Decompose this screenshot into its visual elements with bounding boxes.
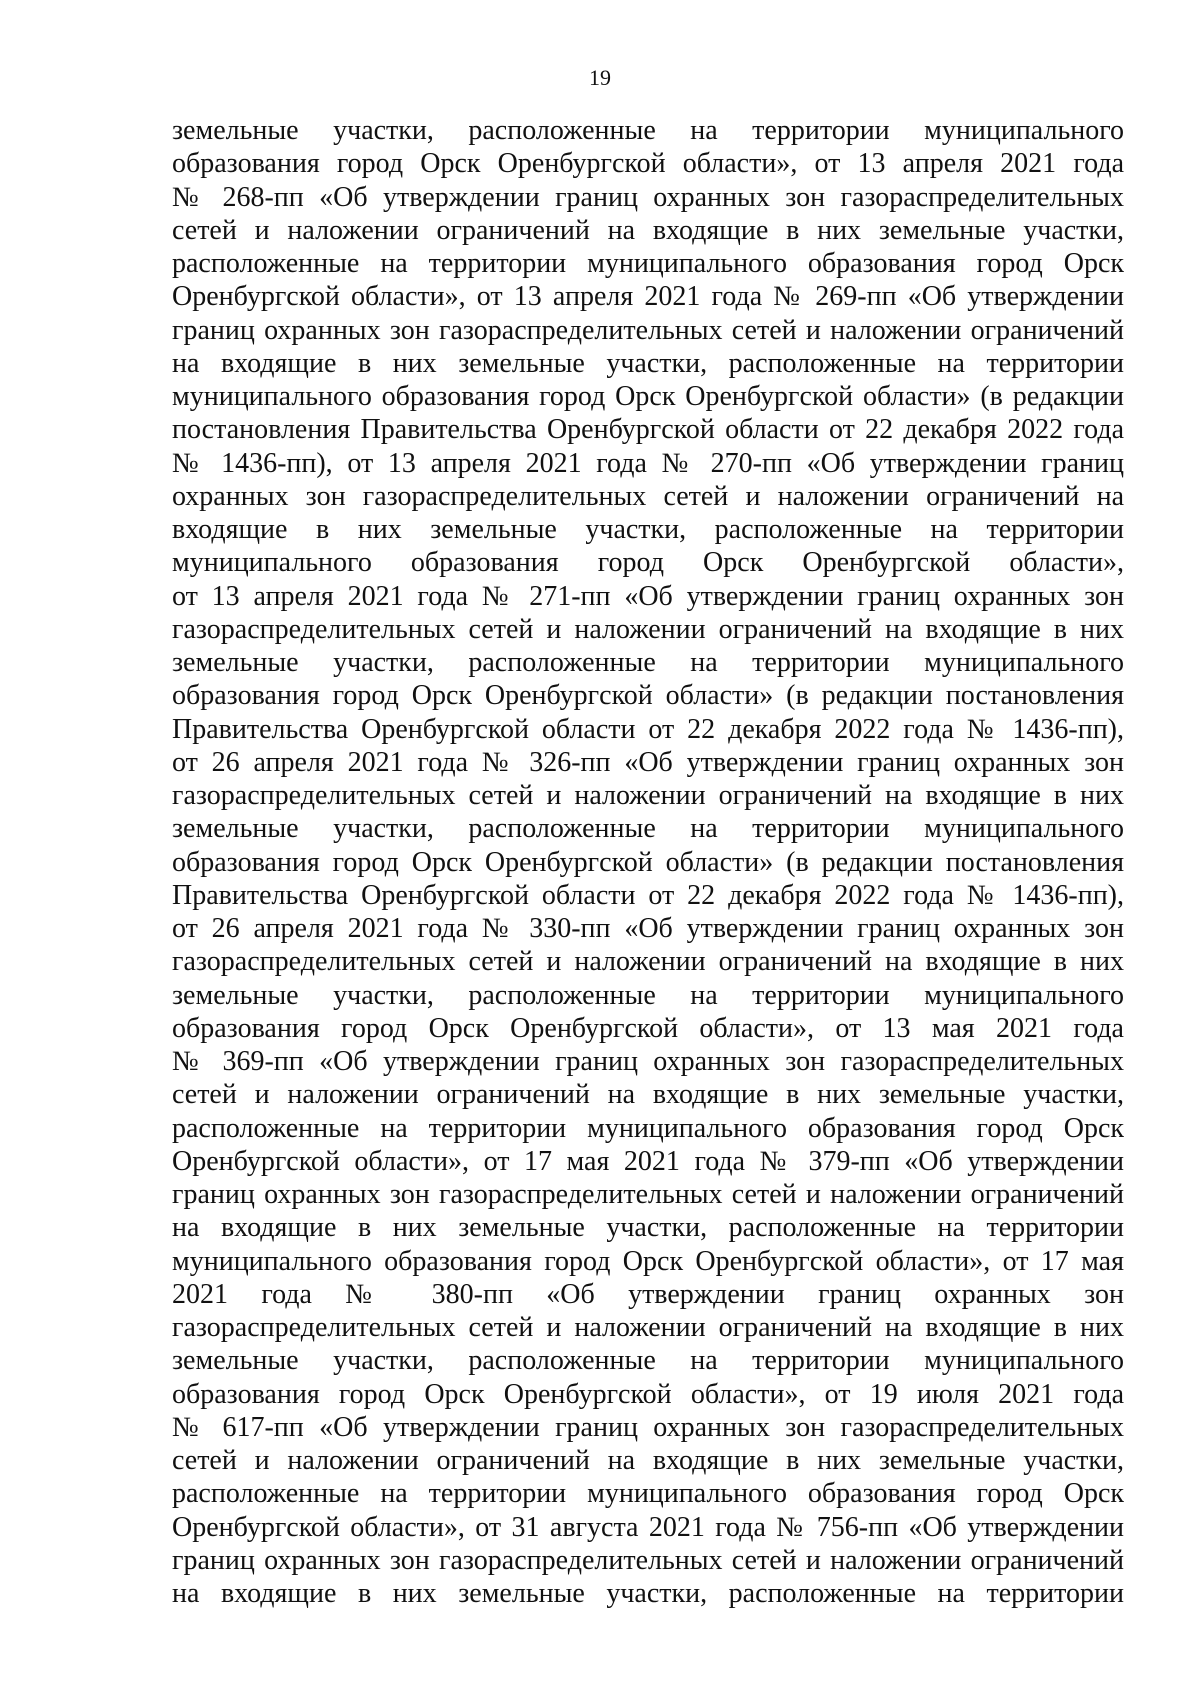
text-line: муниципального образования город Орск Оренбургской области»,	[172, 547, 1124, 579]
text-line: газораспределительных сетей и наложении ограничений на входящие в них	[172, 780, 1124, 811]
text-line: Правительства Оренбургской области от 22 декабря 2022 года № 1436-пп),	[172, 713, 1124, 745]
text-line: земельные участки, расположенные на территории муниципального	[172, 1345, 1124, 1377]
text-line: Оренбургской области», от 13 апреля 2021 года № 269-пп «Об утверждении	[172, 281, 1124, 313]
text-line: от 26 апреля 2021 года № 326-пп «Об утверждении границ охранных зон	[172, 746, 1124, 778]
text-line: земельные участки, расположенные на территории муниципального	[172, 813, 1124, 845]
text-line: 2021 года № 380-пп «Об утверждении границ охранных зон	[172, 1278, 1124, 1310]
text-line: образования город Орск Оренбургской области», от 13 мая 2021 года	[172, 1012, 1124, 1044]
text-line: сетей и наложении ограничений на входящие в них земельные участки,	[172, 1445, 1124, 1476]
text-line: газораспределительных сетей и наложении ограничений на входящие в них	[172, 613, 1124, 645]
text-line: Правительства Оренбургской области от 22 декабря 2022 года № 1436-пп),	[172, 879, 1124, 911]
text-line: границ охранных зон газораспределительных сетей и наложении ограничений	[172, 314, 1124, 346]
text-line: Оренбургской области», от 17 мая 2021 года № 379-пп «Об утверждении	[172, 1145, 1124, 1177]
text-line: образования город Орск Оренбургской области», от 19 июля 2021 года	[172, 1378, 1124, 1410]
text-line: постановления Правительства Оренбургской области от 22 декабря 2022 года	[172, 414, 1124, 446]
text-line: расположенные на территории муниципального образования город Орск	[172, 248, 1124, 279]
text-line: сетей и наложении ограничений на входящие в них земельные участки,	[172, 1079, 1124, 1111]
text-line: земельные участки, расположенные на территории муниципального	[172, 979, 1124, 1011]
text-line: образования город Орск Оренбургской области», от 13 апреля 2021 года	[172, 148, 1124, 180]
text-line: на входящие в них земельные участки, расположенные на территории	[172, 1212, 1124, 1244]
text-line: образования город Орск Оренбургской области» (в редакции постановления	[172, 846, 1124, 878]
text-line: № 617-пп «Об утверждении границ охранных зон газораспределительных	[172, 1411, 1124, 1443]
text-line: земельные участки, расположенные на территории муниципального	[172, 115, 1124, 146]
text-line: № 268-пп «Об утверждении границ охранных зон газораспределительных	[172, 181, 1124, 213]
text-line: от 13 апреля 2021 года № 271-пп «Об утверждении границ охранных зон	[172, 580, 1124, 612]
text-line: охранных зон газораспределительных сетей и наложении ограничений на	[172, 480, 1124, 512]
text-line: от 26 апреля 2021 года № 330-пп «Об утверждении границ охранных зон	[172, 913, 1124, 944]
text-line: на входящие в них земельные участки, расположенные на территории	[172, 1578, 1124, 1609]
text-line: сетей и наложении ограничений на входящие в них земельные участки,	[172, 214, 1124, 246]
text-line: газораспределительных сетей и наложении ограничений на входящие в них	[172, 1312, 1124, 1343]
page-number: 19	[589, 65, 611, 90]
text-line: расположенные на территории муниципального образования город Орск	[172, 1112, 1124, 1144]
text-line: границ охранных зон газораспределительных сетей и наложении ограничений	[172, 1544, 1124, 1576]
text-line: образования город Орск Оренбургской области» (в редакции постановления	[172, 680, 1124, 712]
document-body-text	[172, 114, 1124, 1610]
text-line: Оренбургской области», от 31 августа 2021 года № 756-пп «Об утверждении	[172, 1511, 1124, 1543]
text-line: границ охранных зон газораспределительных сетей и наложении ограничений	[172, 1179, 1124, 1210]
text-line: № 369-пп «Об утверждении границ охранных зон газораспределительных	[172, 1046, 1124, 1077]
text-line: газораспределительных сетей и наложении ограничений на входящие в них	[172, 946, 1124, 978]
text-line: муниципального образования город Орск Оренбургской области», от 17 мая	[172, 1245, 1124, 1277]
text-line: земельные участки, расположенные на территории муниципального	[172, 647, 1124, 678]
text-line: № 1436-пп), от 13 апреля 2021 года № 270-пп «Об утверждении границ	[172, 447, 1124, 479]
text-line: на входящие в них земельные участки, расположенные на территории	[172, 347, 1124, 379]
text-line: входящие в них земельные участки, расположенные на территории	[172, 514, 1124, 545]
text-line: расположенные на территории муниципального образования город Орск	[172, 1478, 1124, 1510]
text-line: муниципального образования город Орск Оренбургской области» (в редакции	[172, 381, 1124, 412]
